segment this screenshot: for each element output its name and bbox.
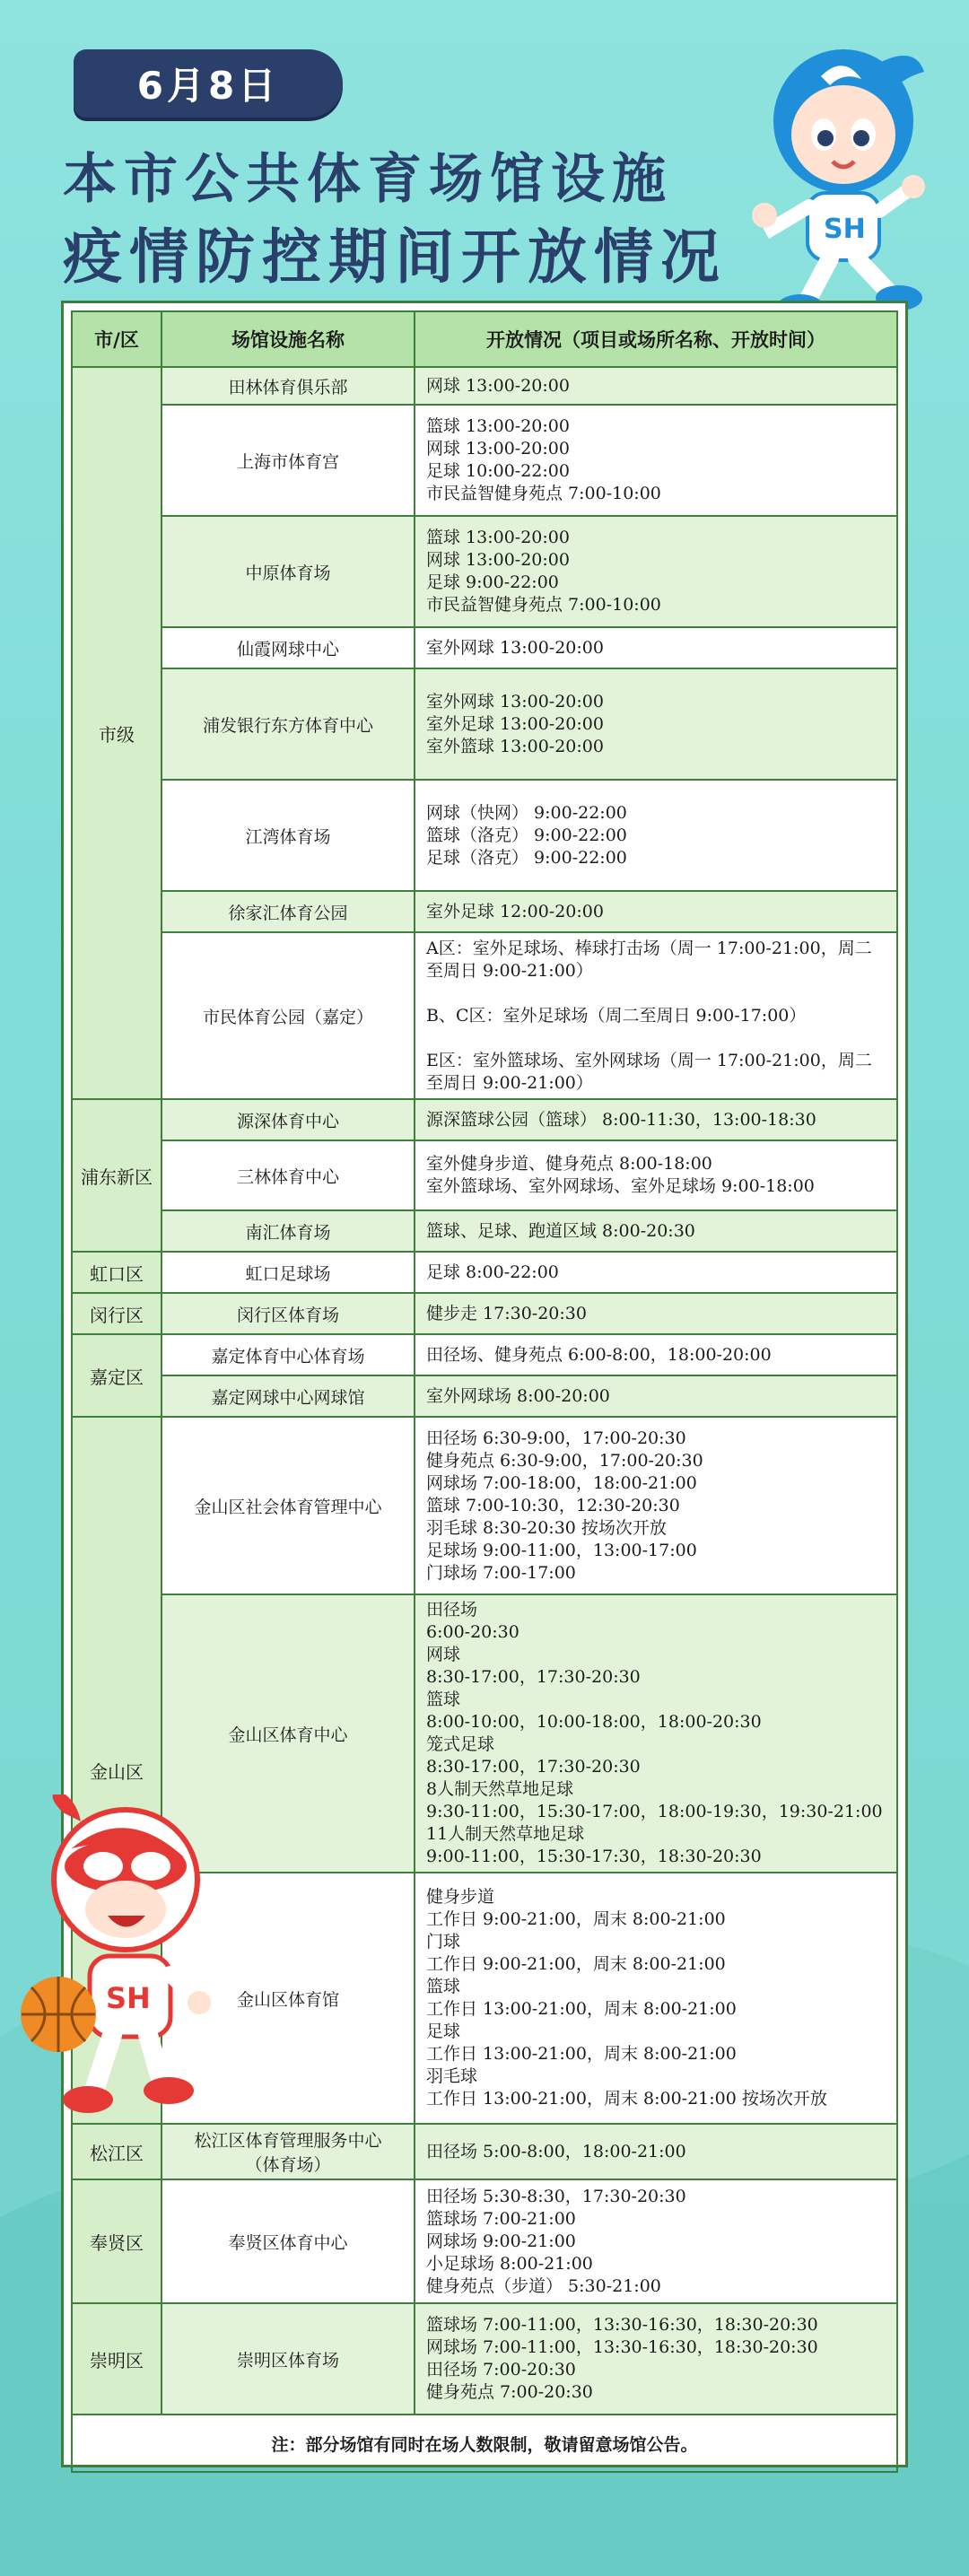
title-line-1: 本市公共体育场馆设施 xyxy=(63,148,673,211)
venue-name: 上海市体育宫 xyxy=(162,405,415,516)
district-cell: 金山区 xyxy=(72,1417,162,2124)
opening-info: 足球 8:00-22:00 xyxy=(415,1252,897,1293)
opening-info: 田径场 5:30-8:30，17:30-20:30 篮球场 7:00-21:00 网球场 9:00-21:00 小足球场 8:00-21:00 健身苑点（步道） 5:30-21:00 xyxy=(415,2179,897,2303)
venue-name: 嘉定网球中心网球馆 xyxy=(162,1375,415,1417)
table-row xyxy=(72,668,897,780)
venue-name: 三林体育中心 xyxy=(162,1140,415,1210)
table-row xyxy=(72,1334,897,1375)
date-badge: 6月8日 xyxy=(74,49,343,118)
table-row xyxy=(72,1099,897,1140)
district-cell: 嘉定区 xyxy=(72,1334,162,1417)
table-row xyxy=(72,1210,897,1252)
district-cell: 市级 xyxy=(72,367,162,1099)
svg-text:SH: SH xyxy=(106,1981,151,2015)
table-row xyxy=(72,367,897,405)
opening-info: A区：室外足球场、棒球打击场（周一 17:00-21:00，周二至周日 9:00-21:00） B、C区：室外足球场（周二至周日 9:00-17:00） E区：室外篮球场、室外网球场（周一 17:00-21:00，周二至周日 9:00-21:00） xyxy=(415,932,897,1099)
district-cell: 松江区 xyxy=(72,2124,162,2179)
venue-name: 南汇体育场 xyxy=(162,1210,415,1252)
title-line-2: 疫情防控期间开放情况 xyxy=(63,223,727,292)
table-row xyxy=(72,780,897,891)
table-row xyxy=(72,2179,897,2303)
venue-name: 田林体育俱乐部 xyxy=(162,367,415,405)
footnote: 注：部分场馆有同时在场人数限制，敬请留意场馆公告。 xyxy=(72,2414,897,2472)
col-header-venue: 场馆设施名称 xyxy=(162,311,415,367)
opening-info: 田径场、健身苑点 6:00-8:00，18:00-20:00 xyxy=(415,1334,897,1375)
venue-name: 中原体育场 xyxy=(162,516,415,627)
venue-name: 奉贤区体育中心 xyxy=(162,2179,415,2303)
opening-info: 田径场 6:00-20:30 网球 8:30-17:00，17:30-20:30 篮球 8:00-10:00，10:00-18:00，18:00-20:30 笼式足球 8:30-17:00，17:30-20:30 8人制天然草地足球 9:30-11:00，15:30-17:00，18:00-19:30，19:30-21:00 11人制天然草地足球 9:00-11:00，15:30-17:30，18:30-20:30 xyxy=(415,1594,897,1873)
table-row xyxy=(72,627,897,668)
district-cell: 浦东新区 xyxy=(72,1099,162,1252)
opening-info: 田径场 6:30-9:00，17:00-20:30 健身苑点 6:30-9:00，17:00-20:30 网球场 7:00-18:00，18:00-21:00 篮球 7:00-10:30，12:30-20:30 羽毛球 8:30-20:30 按场次开放 足球场 9:00-11:00，13:00-17:00 门球场 7:00-17:00 xyxy=(415,1417,897,1594)
venue-name: 浦发银行东方体育中心 xyxy=(162,668,415,780)
venue-name: 金山区体育馆 xyxy=(162,1873,415,2124)
venue-name: 金山区体育中心 xyxy=(162,1594,415,1873)
table-row xyxy=(72,2303,897,2414)
district-cell: 虹口区 xyxy=(72,1252,162,1293)
opening-info: 网球（快网） 9:00-22:00 篮球（洛克） 9:00-22:00 足球（洛克） 9:00-22:00 xyxy=(415,780,897,891)
venue-name: 徐家汇体育公园 xyxy=(162,891,415,932)
table-row xyxy=(72,405,897,516)
opening-info: 网球 13:00-20:00 xyxy=(415,367,897,405)
venue-name: 源深体育中心 xyxy=(162,1099,415,1140)
opening-info: 室外网球 13:00-20:00 室外足球 13:00-20:00 室外篮球 13:00-20:00 xyxy=(415,668,897,780)
table-row xyxy=(72,1375,897,1417)
venue-table xyxy=(71,310,898,2473)
venue-name: 市民体育公园（嘉定） xyxy=(162,932,415,1099)
district-cell: 闵行区 xyxy=(72,1293,162,1334)
opening-info: 室外网球 13:00-20:00 xyxy=(415,627,897,668)
opening-info: 源深篮球公园（篮球） 8:00-11:30，13:00-18:30 xyxy=(415,1099,897,1140)
table-row xyxy=(72,516,897,627)
table-row xyxy=(72,1252,897,1293)
note-row xyxy=(72,2414,897,2472)
opening-info: 健身步道 工作日 9:00-21:00，周末 8:00-21:00 门球 工作日 9:00-21:00，周末 8:00-21:00 篮球 工作日 13:00-21:00，周末 8:00-21:00 足球 工作日 13:00-21:00，周末 8:00-21:00 羽毛球 工作日 13:00-21:00，周末 8:00-21:00 按场次开放 xyxy=(415,1873,897,2124)
opening-info: 室外足球 12:00-20:00 xyxy=(415,891,897,932)
opening-info: 篮球 13:00-20:00 网球 13:00-20:00 足球 10:00-22:00 市民益智健身苑点 7:00-10:00 xyxy=(415,405,897,516)
table-row xyxy=(72,891,897,932)
table-row xyxy=(72,932,897,1099)
svg-text:SH: SH xyxy=(824,214,866,245)
opening-info: 室外健身步道、健身苑点 8:00-18:00 室外篮球场、室外网球场、室外足球场 9:00-18:00 xyxy=(415,1140,897,1210)
mascot-basketball-illustration xyxy=(9,1794,215,2126)
venue-name: 江湾体育场 xyxy=(162,780,415,891)
col-header-district: 市/区 xyxy=(72,311,162,367)
venue-name: 嘉定体育中心体育场 xyxy=(162,1334,415,1375)
opening-info: 篮球 13:00-20:00 网球 13:00-20:00 足球 9:00-22:00 市民益智健身苑点 7:00-10:00 xyxy=(415,516,897,627)
col-header-opening: 开放情况（项目或场所名称、开放时间） xyxy=(415,311,897,367)
opening-info: 室外网球场 8:00-20:00 xyxy=(415,1375,897,1417)
page-title xyxy=(63,144,727,296)
mascot-runner-illustration xyxy=(745,36,933,323)
table-row xyxy=(72,1417,897,1594)
venue-name: 闵行区体育场 xyxy=(162,1293,415,1334)
venue-name: 仙霞网球中心 xyxy=(162,627,415,668)
table-row xyxy=(72,1293,897,1334)
venue-name: 金山区社会体育管理中心 xyxy=(162,1417,415,1594)
opening-info: 篮球场 7:00-11:00，13:30-16:30，18:30-20:30 网球场 7:00-11:00，13:30-16:30，18:30-20:30 田径场 7:00-20:30 健身苑点 7:00-20:30 xyxy=(415,2303,897,2414)
opening-info: 田径场 5:00-8:00，18:00-21:00 xyxy=(415,2124,897,2179)
table-header-row xyxy=(72,311,897,367)
venue-name: 松江区体育管理服务中心 （体育场） xyxy=(162,2124,415,2179)
table-row xyxy=(72,1140,897,1210)
district-cell: 崇明区 xyxy=(72,2303,162,2414)
opening-info: 健步走 17:30-20:30 xyxy=(415,1293,897,1334)
opening-info: 篮球、足球、跑道区域 8:00-20:30 xyxy=(415,1210,897,1252)
venue-name: 崇明区体育场 xyxy=(162,2303,415,2414)
info-card xyxy=(61,301,908,2467)
table-row xyxy=(72,2124,897,2179)
district-cell: 奉贤区 xyxy=(72,2179,162,2303)
venue-name: 虹口足球场 xyxy=(162,1252,415,1293)
